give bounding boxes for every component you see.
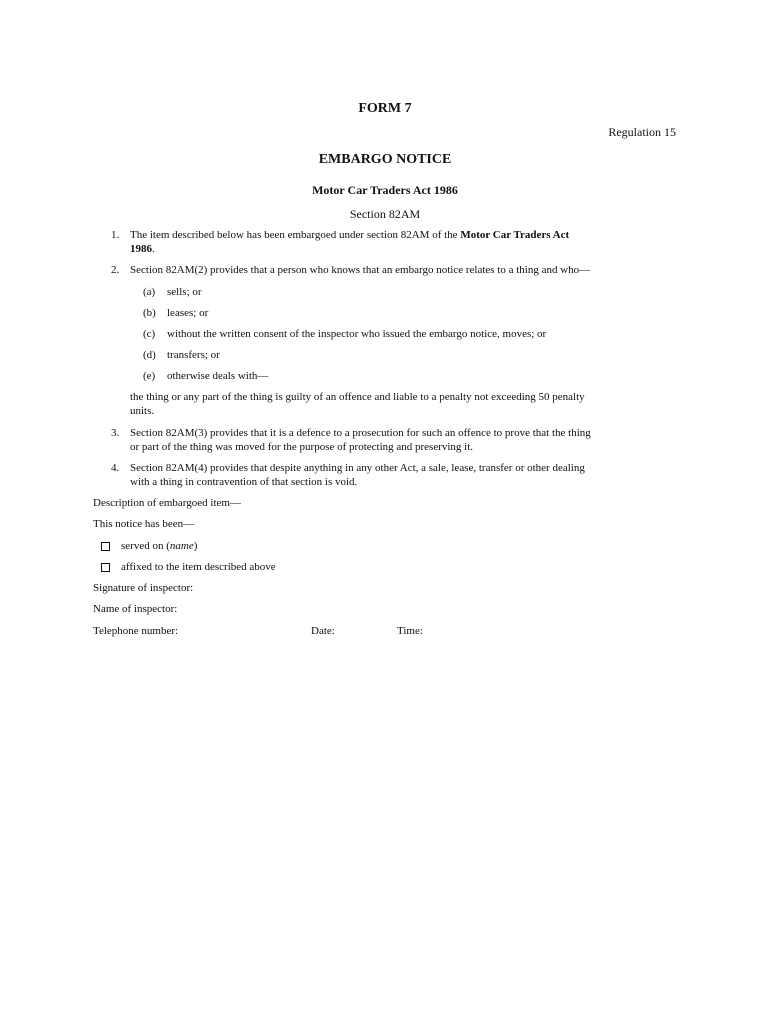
item-4-line-1: Section 82AM(4) provides that despite anything in any other Act, a sale, lease, transfer or other dealing bbox=[130, 462, 585, 474]
affixed-checkbox[interactable] bbox=[101, 563, 110, 572]
affixed-option: affixed to the item described above bbox=[121, 561, 276, 573]
signature-label: Signature of inspector: bbox=[93, 582, 194, 594]
form-title: FORM 7 bbox=[358, 101, 412, 116]
served-on-checkbox[interactable] bbox=[101, 542, 110, 551]
item-3-number: 3. bbox=[111, 427, 120, 439]
item-4-number: 4. bbox=[111, 462, 120, 474]
inspector-name-label: Name of inspector: bbox=[93, 603, 178, 615]
item-3-line-2: or part of the thing was moved for the purpose of protecting and preserving it. bbox=[130, 441, 474, 453]
subitem-b-label: (b) bbox=[143, 307, 156, 319]
item-1-line-2 bbox=[130, 243, 155, 255]
served-intro: This notice has been— bbox=[93, 518, 195, 530]
notice-title: EMBARGO NOTICE bbox=[318, 152, 452, 167]
item-1-act-name: Motor Car Traders Act bbox=[460, 229, 570, 241]
subitem-e-text: otherwise deals with— bbox=[167, 370, 269, 382]
item-1-number: 1. bbox=[111, 229, 120, 241]
description-label: Description of embargoed item— bbox=[93, 497, 241, 509]
subitem-e-label: (e) bbox=[143, 370, 156, 382]
subitem-c-label: (c) bbox=[143, 328, 156, 340]
item-2-trailing-line-2: units. bbox=[130, 405, 155, 417]
subitem-b-text: leases; or bbox=[167, 307, 209, 319]
item-1-text: The item described below has been embargoed under section 82AM of the bbox=[130, 229, 461, 241]
subitem-c-text: without the written consent of the inspector who issued the embargo notice, moves; or bbox=[167, 328, 547, 340]
item-2-line-1: Section 82AM(2) provides that a person who knows that an embargo notice relates to a thing and who— bbox=[130, 264, 591, 276]
served-on-name-placeholder: name bbox=[169, 540, 194, 552]
item-2-trailing-line-1: the thing or any part of the thing is guilty of an offence and liable to a penalty not exceeding 50 penalty bbox=[130, 391, 585, 403]
subitem-a-label: (a) bbox=[143, 286, 156, 298]
served-on-option bbox=[121, 540, 197, 552]
served-on-suffix: ) bbox=[193, 540, 198, 552]
telephone-label: Telephone number: bbox=[93, 625, 179, 637]
subitem-d-label: (d) bbox=[143, 349, 156, 361]
served-on-prefix: served on ( bbox=[121, 540, 170, 552]
act-title: Motor Car Traders Act 1986 bbox=[312, 183, 458, 197]
section-reference: Section 82AM bbox=[349, 207, 421, 221]
item-1-period: . bbox=[152, 243, 155, 255]
item-3-line-1: Section 82AM(3) provides that it is a defence to a prosecution for such an offence to prove that the thing bbox=[130, 427, 591, 439]
item-1-line-1 bbox=[130, 229, 569, 241]
subitem-d-text: transfers; or bbox=[167, 349, 220, 361]
item-1-act-year: 1986 bbox=[130, 243, 152, 255]
item-2-number: 2. bbox=[111, 264, 120, 276]
time-label: Time: bbox=[397, 625, 423, 637]
date-label: Date: bbox=[311, 625, 335, 637]
item-4-line-2: with a thing in contravention of that section is void. bbox=[130, 476, 358, 488]
regulation-reference: Regulation 15 bbox=[608, 125, 676, 139]
subitem-a-text: sells; or bbox=[167, 286, 202, 298]
